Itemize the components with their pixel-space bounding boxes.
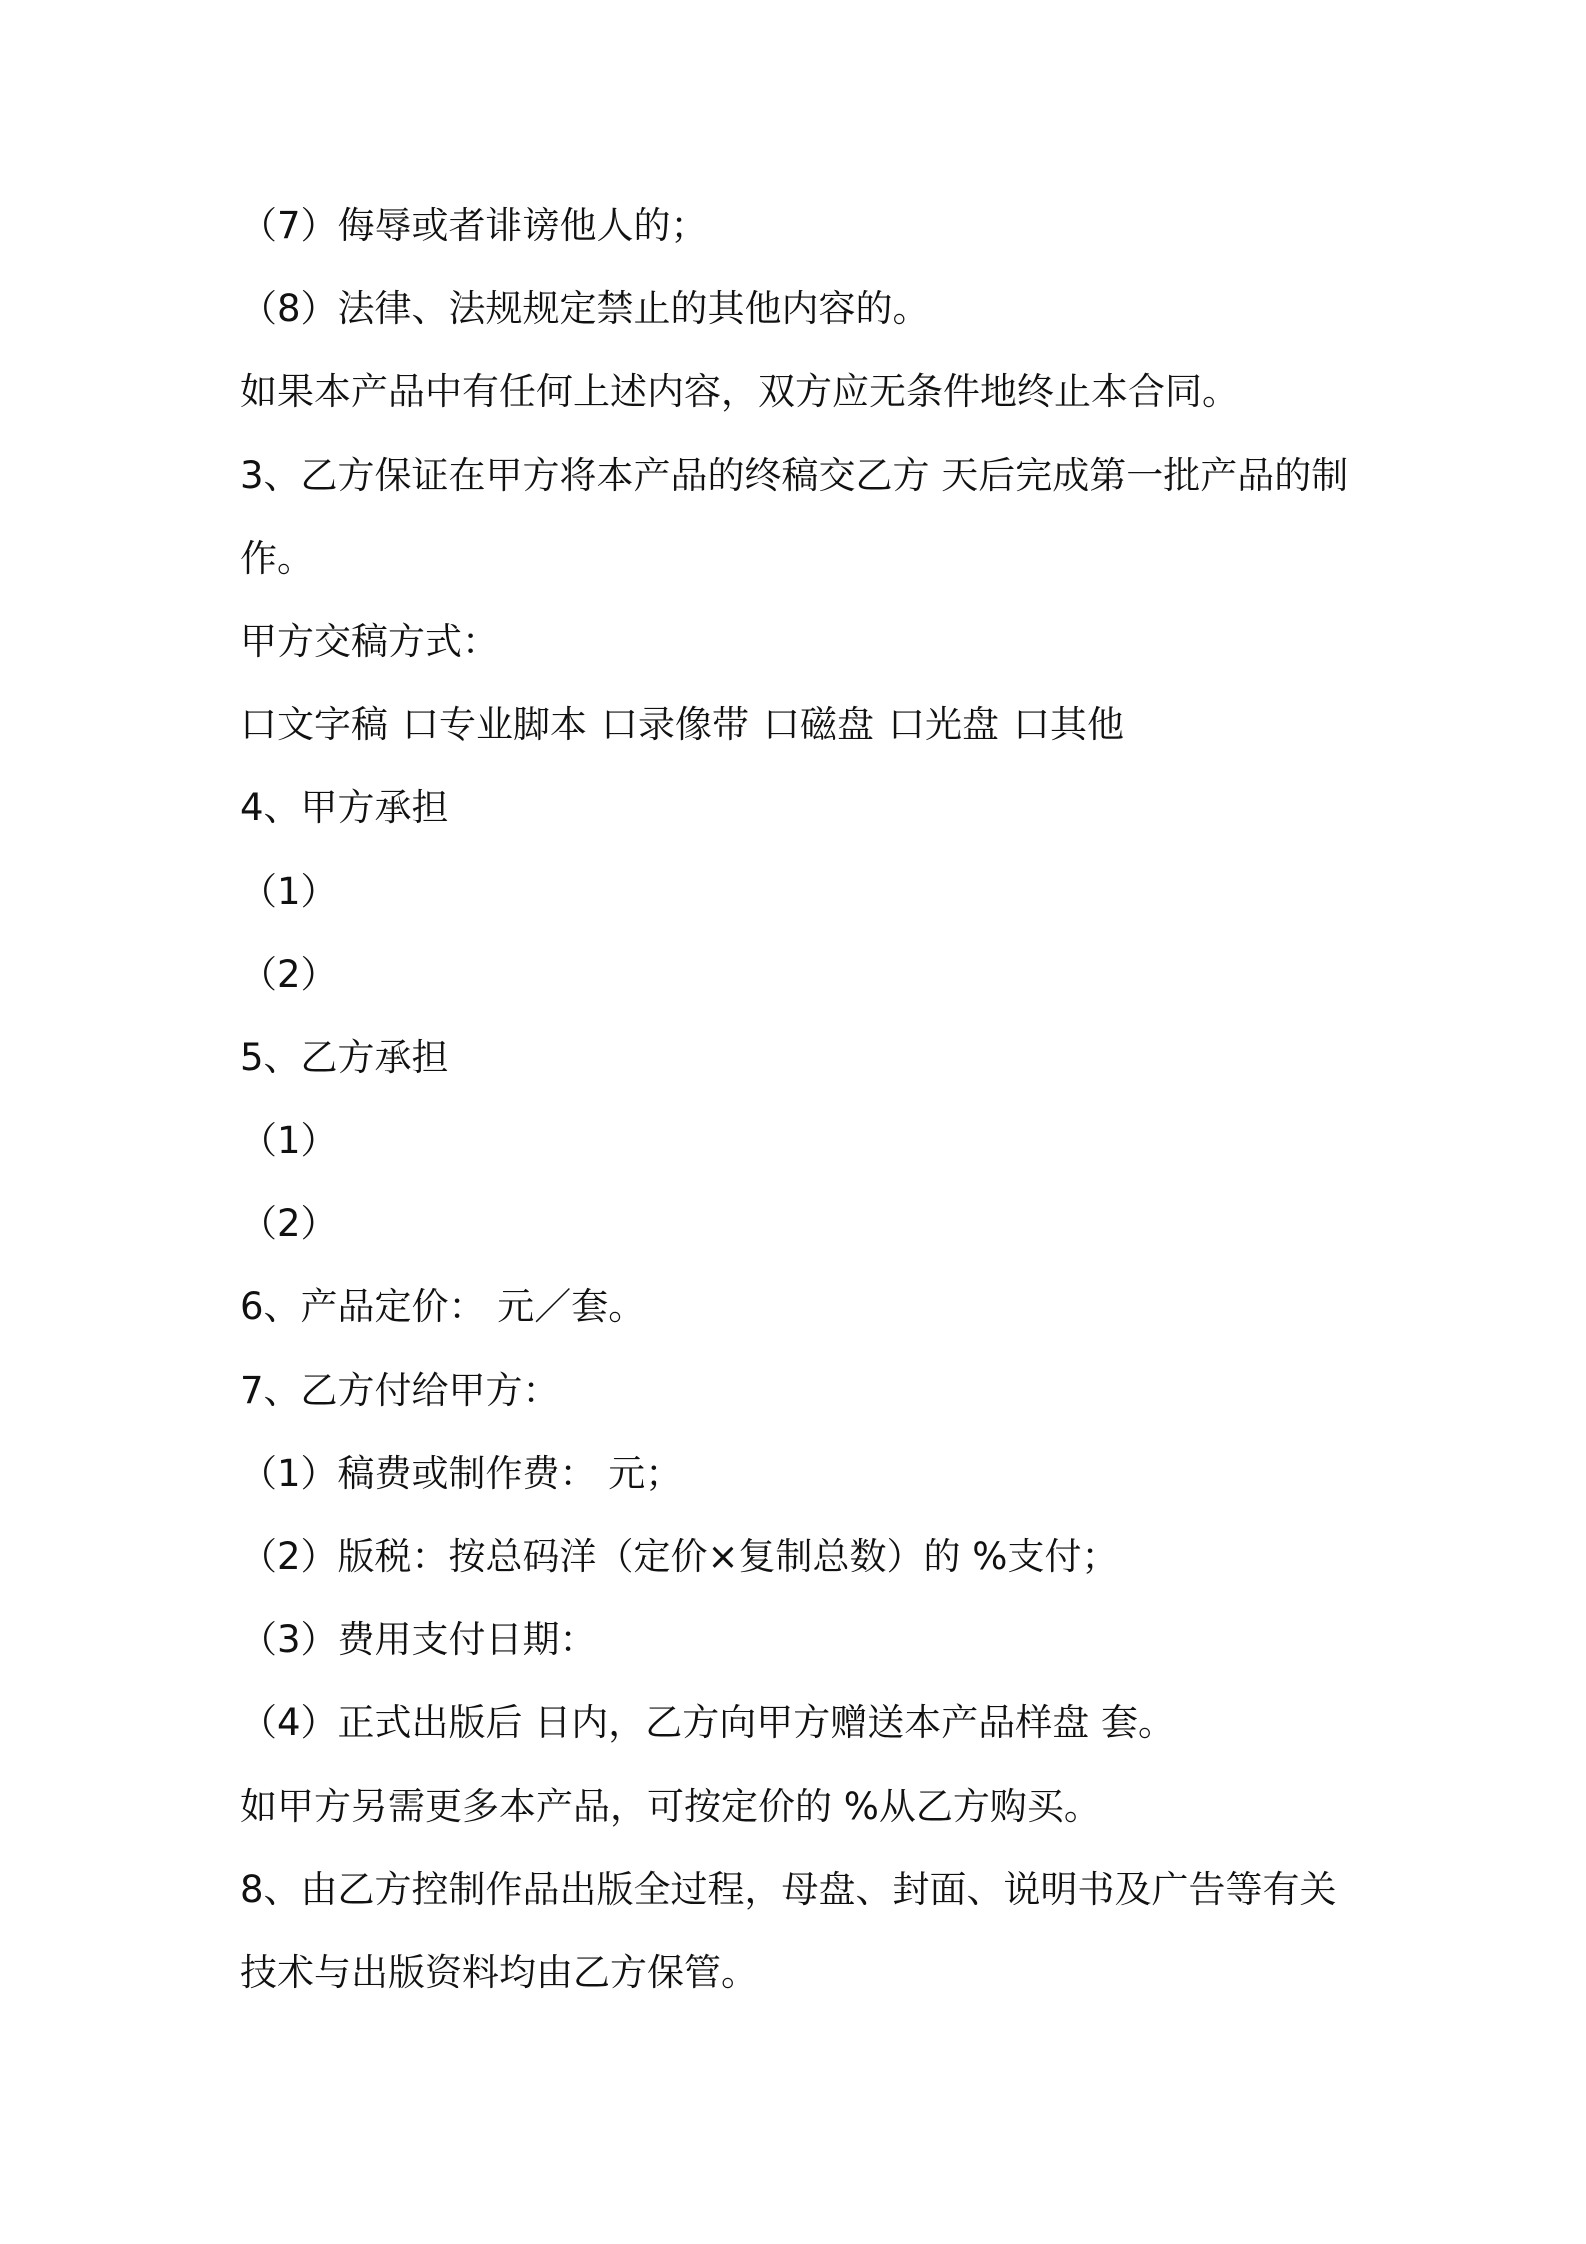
document-body xyxy=(240,184,1440,2014)
clause-5-item-1: （1） xyxy=(240,1119,338,1163)
option-other: 口其他 xyxy=(1013,703,1124,747)
option-disk: 口磁盘 xyxy=(763,703,874,747)
clause-7-item-3: （3）费用支付日期： xyxy=(240,1618,597,1662)
clause-7-heading: 7、乙方付给甲方： xyxy=(240,1368,560,1412)
clause-item-7: （7）侮辱或者诽谤他人的； xyxy=(240,204,708,247)
clause-8-line-1: 8、由乙方控制作品出版全过程，母盘、封面、说明书及广告等有关 xyxy=(240,1867,1337,1911)
clause-4-item-1: （1） xyxy=(240,869,338,913)
option-cd: 口光盘 xyxy=(888,703,999,747)
option-videotape: 口录像带 xyxy=(601,703,749,747)
clause-3-line-2: 作。 xyxy=(240,536,314,580)
clause-7-item-1: （1）稿费或制作费： 元； xyxy=(240,1451,683,1495)
clause-3-line-1: 3、乙方保证在甲方将本产品的终稿交乙方 天后完成第一批产品的制 xyxy=(240,453,1349,497)
delivery-options xyxy=(240,683,1440,766)
clause-7-item-4: （4）正式出版后 日内，乙方向甲方赠送本产品样盘 套。 xyxy=(240,1701,1176,1745)
extra-purchase-paragraph: 如甲方另需更多本产品，可按定价的 %从乙方购买。 xyxy=(240,1784,1101,1828)
clause-5-heading: 5、乙方承担 xyxy=(240,1035,449,1079)
clause-6-pricing: 6、产品定价： 元／套。 xyxy=(240,1285,646,1329)
clause-item-8: （8）法律、法规规定禁止的其他内容的。 xyxy=(240,287,930,331)
clause-5-item-2: （2） xyxy=(240,1202,338,1246)
clause-4-item-2: （2） xyxy=(240,952,338,996)
clause-7-item-2: （2）版税：按总码洋（定价×复制总数）的 %支付； xyxy=(240,1535,1119,1578)
clause-4-heading: 4、甲方承担 xyxy=(240,786,449,830)
option-script: 口专业脚本 xyxy=(402,703,587,747)
delivery-method-heading: 甲方交稿方式： xyxy=(240,619,499,663)
termination-paragraph: 如果本产品中有任何上述内容，双方应无条件地终止本合同。 xyxy=(240,370,1239,414)
clause-8-line-2: 技术与出版资料均由乙方保管。 xyxy=(240,1950,758,1994)
option-text-manuscript: 口文字稿 xyxy=(240,703,388,747)
